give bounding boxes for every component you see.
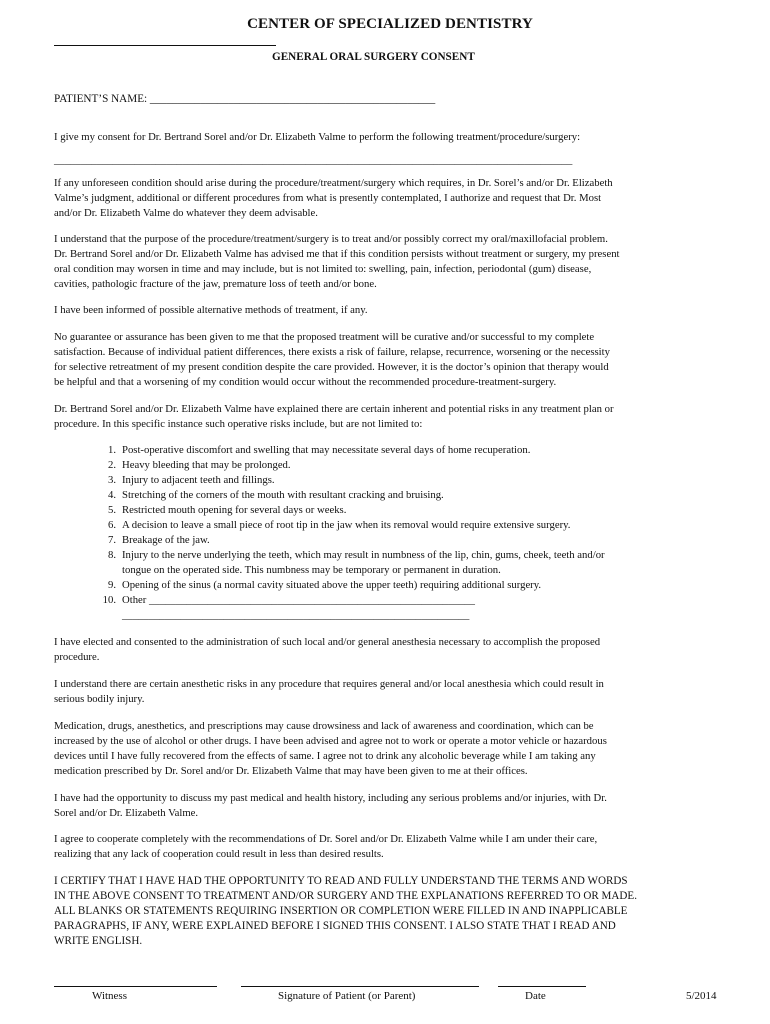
paragraph-line: be helpful and that a worsening of my condition would occur without the recommended procedure-treatment-surgery. bbox=[54, 376, 557, 388]
list-item-text: Injury to the nerve underlying the teeth, which may result in numbness of the lip, chin, gums, cheek, teeth and/or bbox=[122, 549, 605, 561]
paragraph-medication bbox=[54, 719, 726, 779]
date-label: Date bbox=[525, 990, 546, 1002]
paragraph-line: Medication, drugs, anesthetics, and prescriptions may cause drowsiness and lack of awareness and coordination, which can be bbox=[54, 720, 594, 732]
paragraph-line: Sorel and/or Dr. Elizabeth Valme. bbox=[54, 807, 199, 819]
other-risk-blank[interactable]: Other _____________________________________________________________ bbox=[122, 594, 475, 606]
list-item-text: A decision to leave a small piece of root tip in the jaw when its removal would require extensive surgery. bbox=[122, 519, 571, 531]
patient-signature-line[interactable] bbox=[241, 986, 479, 987]
list-item-text: Restricted mouth opening for several days or weeks. bbox=[122, 504, 347, 516]
list-item-text: Breakage of the jaw. bbox=[122, 534, 210, 546]
list-item bbox=[90, 533, 710, 548]
list-item bbox=[90, 578, 710, 593]
paragraph-line: PARAGRAPHS, IF ANY, WERE EXPLAINED BEFORE I SIGNED THIS CONSENT. I ALSO STATE THAT I READ AND bbox=[54, 920, 616, 932]
list-item-number: 8. bbox=[107, 549, 116, 561]
paragraph-line: Dr. Bertrand Sorel and/or Dr. Elizabeth Valme has advised me that if this condition persists without treatment or surgery, my present bbox=[54, 248, 620, 260]
list-item-text: Stretching of the corners of the mouth with resultant cracking and bruising. bbox=[122, 489, 444, 501]
paragraph-cooperation bbox=[54, 832, 726, 862]
paragraph-line: procedure. bbox=[54, 651, 100, 663]
list-item bbox=[90, 443, 710, 458]
list-item-other[interactable] bbox=[90, 593, 710, 608]
list-item-number: 3. bbox=[107, 474, 116, 486]
paragraph-risks-intro bbox=[54, 402, 726, 432]
witness-label: Witness bbox=[92, 990, 127, 1002]
consent-intro-text: I give my consent for Dr. Bertrand Sorel and/or Dr. Elizabeth Valme to perform the following treatment/procedure/surgery: bbox=[54, 131, 581, 143]
list-item bbox=[90, 548, 710, 563]
list-item bbox=[90, 518, 710, 533]
list-item-text: Injury to adjacent teeth and fillings. bbox=[122, 474, 275, 486]
paragraph-no-guarantee bbox=[54, 330, 726, 390]
title-underline bbox=[54, 45, 276, 46]
paragraph-line: serious bodily injury. bbox=[54, 693, 145, 705]
paragraph-line: increased by the use of alcohol or other drugs. I have been advised and agree not to work or operate a motor vehicle or hazardous bbox=[54, 735, 607, 747]
consent-intro bbox=[54, 130, 726, 145]
list-item-text: Heavy bleeding that may be prolonged. bbox=[122, 459, 291, 471]
paragraph-line: No guarantee or assurance has been given to me that the proposed treatment will be curative and/or successful to my complete bbox=[54, 331, 595, 343]
list-item-number: 7. bbox=[107, 534, 116, 546]
list-item bbox=[90, 458, 710, 473]
list-item bbox=[90, 473, 710, 488]
paragraph-line: I have had the opportunity to discuss my past medical and health history, including any serious problems and/or injuries, with Dr. bbox=[54, 792, 607, 804]
patient-name-field[interactable]: PATIENT’S NAME: ___________________________________________________ bbox=[54, 93, 436, 105]
paragraph-purpose bbox=[54, 232, 726, 292]
list-item-text: Opening of the sinus (a normal cavity situated above the upper teeth) requiring additional surgery. bbox=[122, 579, 542, 591]
paragraph-line: WRITE ENGLISH. bbox=[54, 935, 143, 947]
paragraph-alternatives bbox=[54, 303, 726, 318]
procedure-blank[interactable] bbox=[54, 153, 726, 168]
paragraph-line: procedure. In this specific instance such operative risks include, but are not limited to: bbox=[54, 418, 423, 430]
paragraph-line: devices until I have fully recovered from the effects of same. I agree not to drink any alcoholic beverage while I am taking any bbox=[54, 750, 596, 762]
list-item-number: 6. bbox=[107, 519, 116, 531]
paragraph-medical-history bbox=[54, 791, 726, 821]
paragraph-line: for selective retreatment of my present condition despite the care provided. However, it is the doctor’s opinion that therapy would bbox=[54, 361, 609, 373]
form-version: 5/2014 bbox=[686, 990, 717, 1002]
paragraph-line: If any unforeseen condition should arise during the procedure/treatment/surgery which requires, in Dr. Sorel’s and/or Dr. Elizabeth bbox=[54, 177, 613, 189]
procedure-blank-line[interactable]: _________________________________________________________________________________________________ bbox=[54, 154, 573, 166]
list-item-number: 5. bbox=[107, 504, 116, 516]
paragraph-line: Dr. Bertrand Sorel and/or Dr. Elizabeth Valme have explained there are certain inherent and potential risks in any treatment plan or bbox=[54, 403, 614, 415]
certification-statement bbox=[54, 874, 726, 949]
list-item-text: Post-operative discomfort and swelling that may necessitate several days of home recuperation. bbox=[122, 444, 531, 456]
paragraph-line: and/or Dr. Elizabeth Valme do whatever they deem advisable. bbox=[54, 207, 318, 219]
form-subtitle: GENERAL ORAL SURGERY CONSENT bbox=[272, 51, 475, 63]
paragraph-line: medication prescribed by Dr. Sorel and/or Dr. Elizabeth Valme that may have been given to me at their offices. bbox=[54, 765, 528, 777]
paragraph-line: I have been informed of possible alternative methods of treatment, if any. bbox=[54, 304, 368, 316]
paragraph-line: realizing that any lack of cooperation could result in less than desired results. bbox=[54, 848, 384, 860]
paragraph-line: I agree to cooperate completely with the recommendations of Dr. Sorel and/or Dr. Elizabeth Valme while I am under their care, bbox=[54, 833, 598, 845]
date-line[interactable] bbox=[498, 986, 586, 987]
witness-signature-line[interactable] bbox=[54, 986, 217, 987]
paragraph-line: cavities, pathologic fracture of the jaw, premature loss of teeth and/or bone. bbox=[54, 278, 377, 290]
list-item-number: 2. bbox=[107, 459, 116, 471]
paragraph-line: ALL BLANKS OR STATEMENTS REQUIRING INSERTION OR COMPLETION WERE FILLED IN AND INAPPLICABLE bbox=[54, 905, 628, 917]
page-title: CENTER OF SPECIALIZED DENTISTRY bbox=[247, 16, 533, 32]
paragraph-line: I have elected and consented to the administration of such local and/or general anesthesia necessary to accomplish the proposed bbox=[54, 636, 601, 648]
list-item bbox=[90, 503, 710, 518]
paragraph-line: Valme’s judgment, additional or different procedures from what is presently contemplated, I authorize and request that Dr. Most bbox=[54, 192, 602, 204]
paragraph-line: I understand that the purpose of the procedure/treatment/surgery is to treat and/or possibly correct my oral/maxillofacial problem. bbox=[54, 233, 608, 245]
list-item-continuation: tongue on the operated side. This numbness may be temporary or permanent in duration. bbox=[122, 564, 501, 576]
paragraph-line: oral condition may worsen in time and may include, but is not limited to: swelling, pain, infection, periodontal (gum) disease, bbox=[54, 263, 592, 275]
paragraph-line: I CERTIFY THAT I HAVE HAD THE OPPORTUNITY TO READ AND FULLY UNDERSTAND THE TERMS AND WORDS bbox=[54, 875, 628, 887]
paragraph-line: satisfaction. Because of individual patient differences, there exists a risk of failure, relapse, recurrence, worsening or the necessity bbox=[54, 346, 610, 358]
list-item bbox=[90, 488, 710, 503]
paragraph-line: I understand there are certain anesthetic risks in any procedure that requires general and/or local anesthesia which could result in bbox=[54, 678, 604, 690]
paragraph-anesthesia-risks bbox=[54, 677, 726, 707]
paragraph-anesthesia-consent bbox=[54, 635, 726, 665]
paragraph-unforeseen bbox=[54, 176, 726, 221]
patient-signature-label: Signature of Patient (or Parent) bbox=[278, 990, 416, 1002]
list-item-number: 4. bbox=[107, 489, 116, 501]
list-item-number: 10. bbox=[102, 594, 116, 606]
list-item-number: 1. bbox=[107, 444, 116, 456]
other-risk-blank-continuation[interactable]: _________________________________________________________________ bbox=[122, 609, 470, 621]
list-item-number: 9. bbox=[107, 579, 116, 591]
risks-list bbox=[90, 443, 710, 623]
paragraph-line: IN THE ABOVE CONSENT TO TREATMENT AND/OR SURGERY AND THE EXPLANATIONS REFERRED TO OR MADE. bbox=[54, 890, 637, 902]
